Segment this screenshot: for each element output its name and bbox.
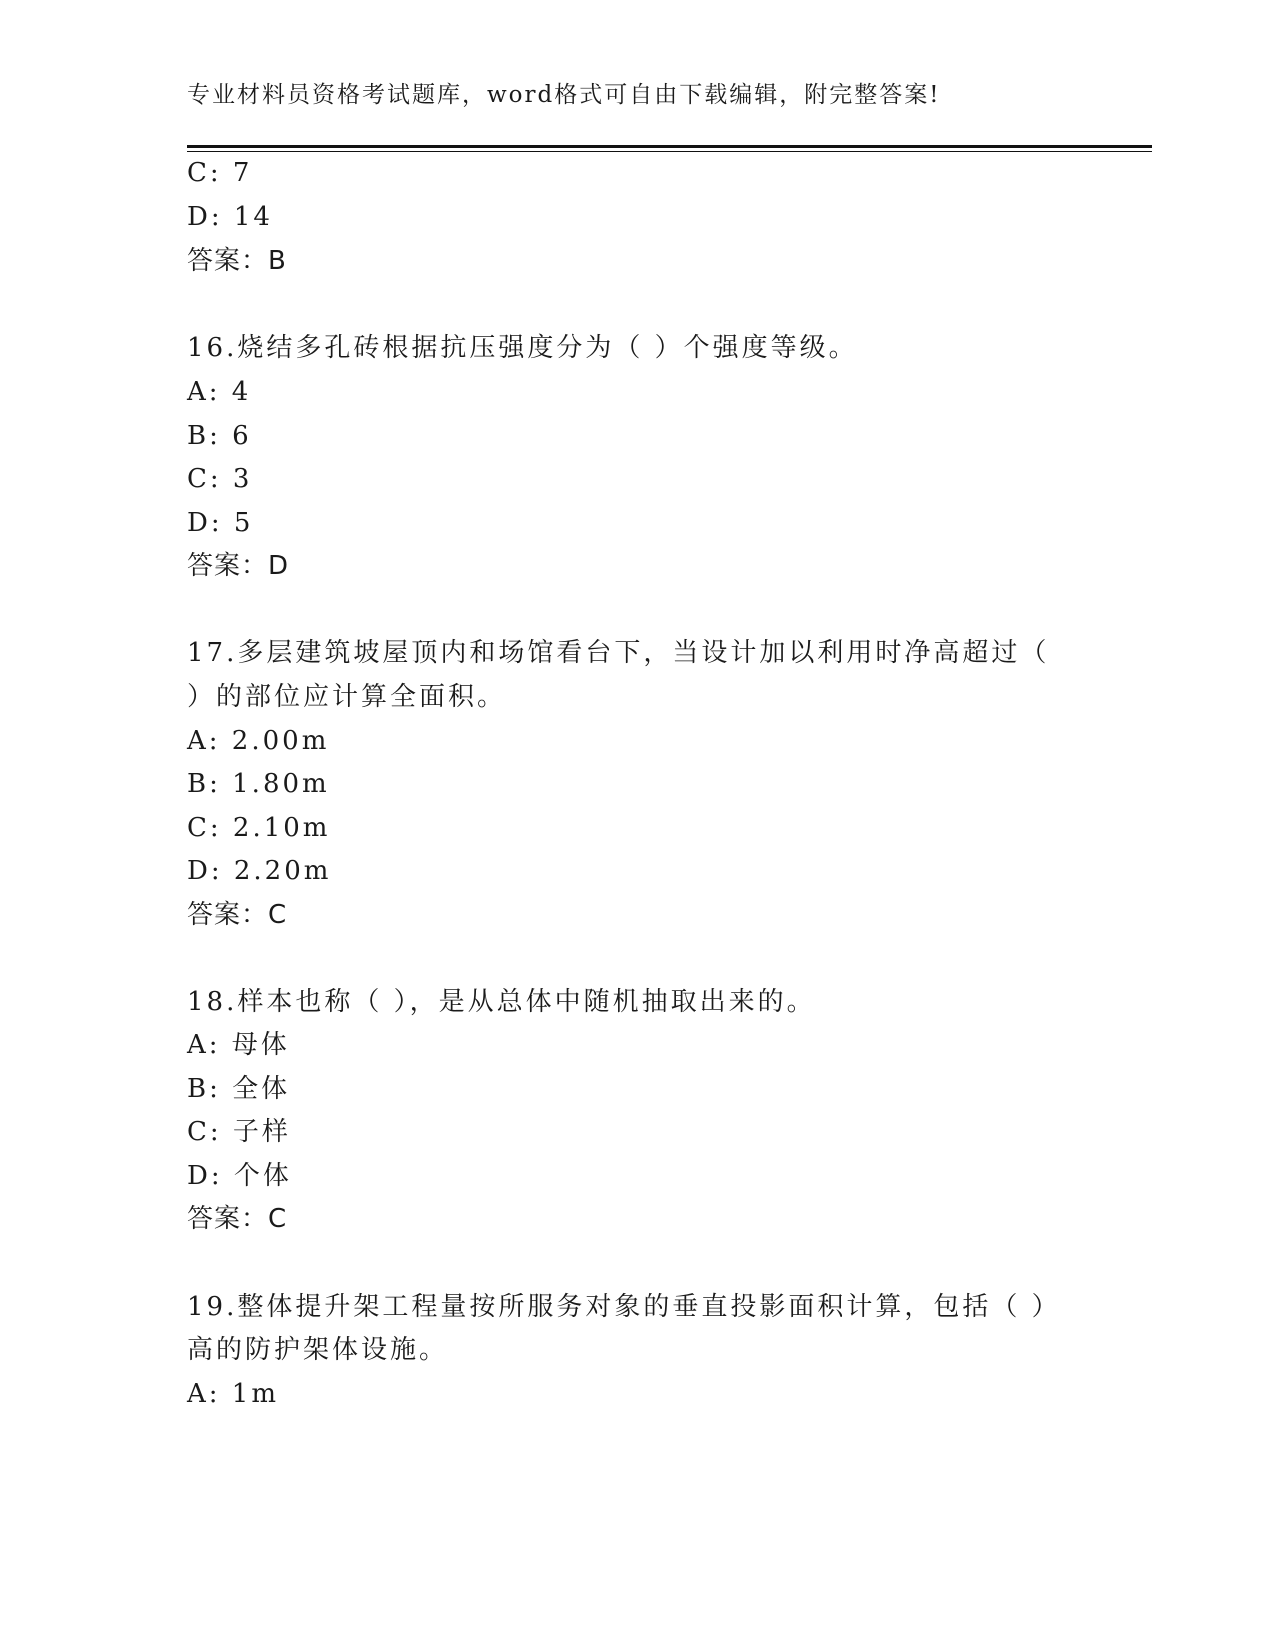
header-title: 专业材料员资格考试题库，word格式可自由下载编辑，附完整答案! [187,82,941,108]
option-line: C: 7 [187,158,253,188]
header-rule-thin [187,151,1152,152]
option-line: B: 6 [187,421,252,451]
answer-line: 答案：C [187,900,288,930]
question-stem: 18.样本也称（ ），是从总体中随机抽取出来的。 [187,987,816,1017]
question-stem-continued: ）的部位应计算全面积。 [187,682,507,712]
question-stem: 19.整体提升架工程量按所服务对象的垂直投影面积计算，包括（ ） [187,1292,1061,1322]
option-line: B: 1.80m [187,769,330,799]
option-line: C: 2.10m [187,813,331,843]
option-line: C: 3 [187,464,253,494]
question-stem: 16.烧结多孔砖根据抗压强度分为（ ）个强度等级。 [187,333,858,363]
option-line: A: 母体 [187,1030,290,1060]
question-stem-continued: 高的防护架体设施。 [187,1335,449,1365]
option-line: D: 14 [187,202,273,232]
header-rule-thick [187,145,1152,148]
answer-line: 答案：D [187,551,290,581]
answer-line: 答案：C [187,1204,288,1234]
option-line: A: 1m [187,1379,279,1409]
answer-line: 答案：B [187,246,287,276]
option-line: A: 2.00m [187,726,330,756]
option-line: D: 2.20m [187,856,332,886]
option-line: B: 全体 [187,1074,291,1104]
question-stem: 17.多层建筑坡屋顶内和场馆看台下，当设计加以利用时净高超过（ [187,638,1050,668]
option-line: A: 4 [187,377,252,407]
option-line: C: 子样 [187,1117,291,1147]
option-line: D: 个体 [187,1161,292,1191]
option-line: D: 5 [187,508,254,538]
